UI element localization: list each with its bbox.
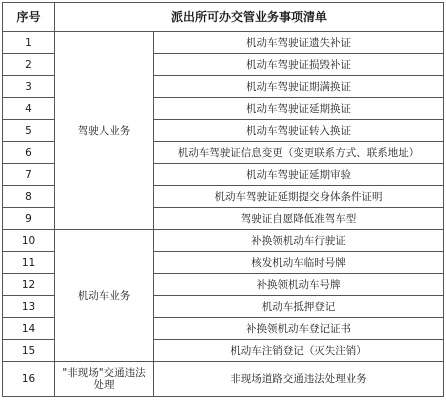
row-number: 10 [3, 230, 55, 252]
row-number: 5 [3, 120, 55, 142]
row-item: 补换领机动车行驶证 [154, 230, 444, 252]
row-item: 补换领机动车登记证书 [154, 318, 444, 340]
row-number: 13 [3, 296, 55, 318]
group-offsite [55, 362, 154, 397]
row-number: 7 [3, 164, 55, 186]
row-item: 机动车注销登记（灭失注销） [154, 340, 444, 362]
table-header-row [3, 3, 444, 32]
row-number: 14 [3, 318, 55, 340]
row-item: 机动车驾驶证延期提交身体条件证明 [154, 186, 444, 208]
row-item: 机动车驾驶证延期换证 [154, 98, 444, 120]
row-item: 机动车驾驶证信息变更（变更联系方式、联系地址） [154, 142, 444, 164]
row-item: 机动车驾驶证遗失补证 [154, 32, 444, 54]
row-item: 机动车驾驶证延期审验 [154, 164, 444, 186]
row-number: 6 [3, 142, 55, 164]
row-number: 15 [3, 340, 55, 362]
row-number: 11 [3, 252, 55, 274]
business-list-table [2, 2, 444, 397]
row-item: 机动车驾驶证损毁补证 [154, 54, 444, 76]
table-row [3, 32, 444, 54]
row-item: 核发机动车临时号牌 [154, 252, 444, 274]
table-row [3, 362, 444, 397]
row-number: 8 [3, 186, 55, 208]
group-offsite-line1: "非现场"交通违法 [62, 367, 146, 379]
row-item: 机动车抵押登记 [154, 296, 444, 318]
row-number: 12 [3, 274, 55, 296]
row-number: 3 [3, 76, 55, 98]
row-item: 机动车驾驶证转入换证 [154, 120, 444, 142]
row-item: 机动车驾驶证期满换证 [154, 76, 444, 98]
header-seq: 序号 [3, 3, 55, 32]
group-driver: 驾驶人业务 [55, 32, 154, 230]
group-vehicle: 机动车业务 [55, 230, 154, 362]
table-title: 派出所可办交管业务事项清单 [55, 3, 444, 32]
table-row [3, 230, 444, 252]
row-item: 驾驶证自愿降低准驾车型 [154, 208, 444, 230]
row-item: 补换领机动车号牌 [154, 274, 444, 296]
group-offsite-line2: 处理 [93, 379, 115, 391]
row-number: 2 [3, 54, 55, 76]
row-number: 1 [3, 32, 55, 54]
row-number: 9 [3, 208, 55, 230]
row-number: 16 [3, 362, 55, 397]
row-number: 4 [3, 98, 55, 120]
row-item: 非现场道路交通违法处理业务 [154, 362, 444, 397]
